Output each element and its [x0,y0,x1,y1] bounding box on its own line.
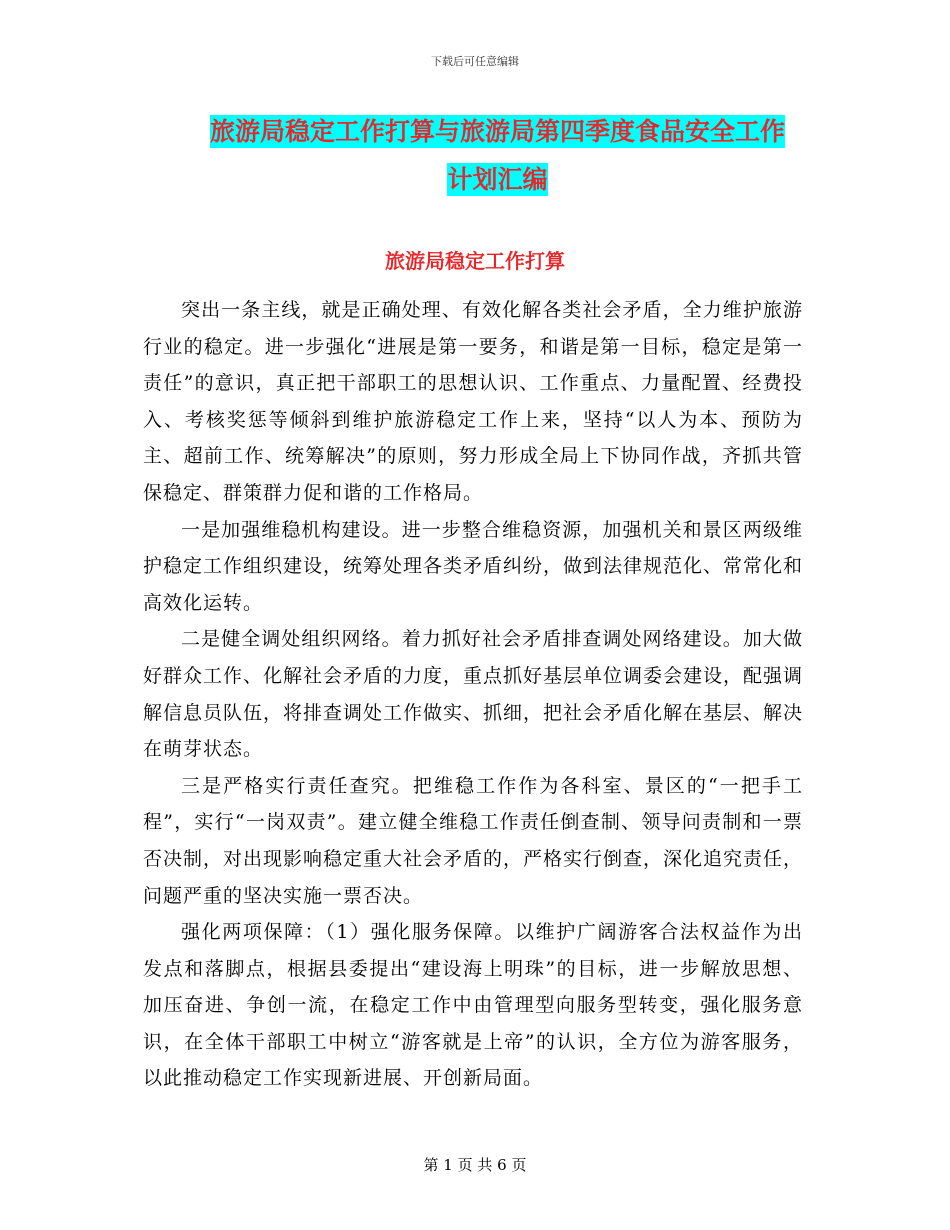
document-body [143,292,803,1097]
paragraph: 一是加强维稳机构建设。进一步整合维稳资源，加强机关和景区两级维护稳定工作组织建设，统筹处理各类矛盾纠纷，做到法律规范化、常常化和高效化运转。 [143,518,804,614]
paragraph: 二是健全调处组织网络。着力抓好社会矛盾排查调处网络建设。加大做好群众工作、化解社会矛盾的力度，重点抓好基层单位调委会建设，配强调解信息员队伍，将排查调处工作做实、抓细，把社会矛盾化解在基层、解决在萌芽状态。 [143,628,804,761]
paragraph: 三是严格实行责任查究。把维稳工作作为各科室、景区的“一把手工程”，实行“一岗双责”。建立健全维稳工作责任倒查制、领导问责制和一票否决制，对出现影响稳定重大社会矛盾的，严格实行倒查，深化追究责任，问题严重的坚决实施一票否决。 [143,774,804,907]
paragraph: 强化两项保障：（1）强化服务保障。以维护广阔游客合法权益作为出发点和落脚点，根据县委提出“建设海上明珠”的目标，进一步解放思想、加压奋进、争创一流，在稳定工作中由管理型向服务型转变，强化服务意识，在全体干部职工中树立“游客就是上帝”的认识，全方位为游客服务，以此推动稳定工作实现新进展、开创新局面。 [143,921,803,1090]
document-title-line2: 计划汇编 [447,165,548,194]
paragraph: 突出一条主线，就是正确处理、有效化解各类社会矛盾，全力维护旅游行业的稳定。进一步强化“进展是第一要务，和谐是第一目标，稳定是第一责任”的意识，真正把干部职工的思想认识、工作重点、力量配置、经费投入、考核奖惩等倾斜到维护旅游稳定工作上来，坚持“以人为本、预防为主、超前工作、统筹解决”的原则，努力形成全局上下协同作战，齐抓共管保稳定、群策群力促和谐的工作格局。 [143,299,803,504]
page-number-footer: 第 1 页 共 6 页 [423,1156,527,1174]
page-header-note: 下载后可任意编辑 [431,55,519,68]
document-title [185,108,810,204]
section-title: 旅游局稳定工作打算 [385,249,565,273]
document-title-line1: 旅游局稳定工作打算与旅游局第四季度食品安全工作 [209,117,785,146]
